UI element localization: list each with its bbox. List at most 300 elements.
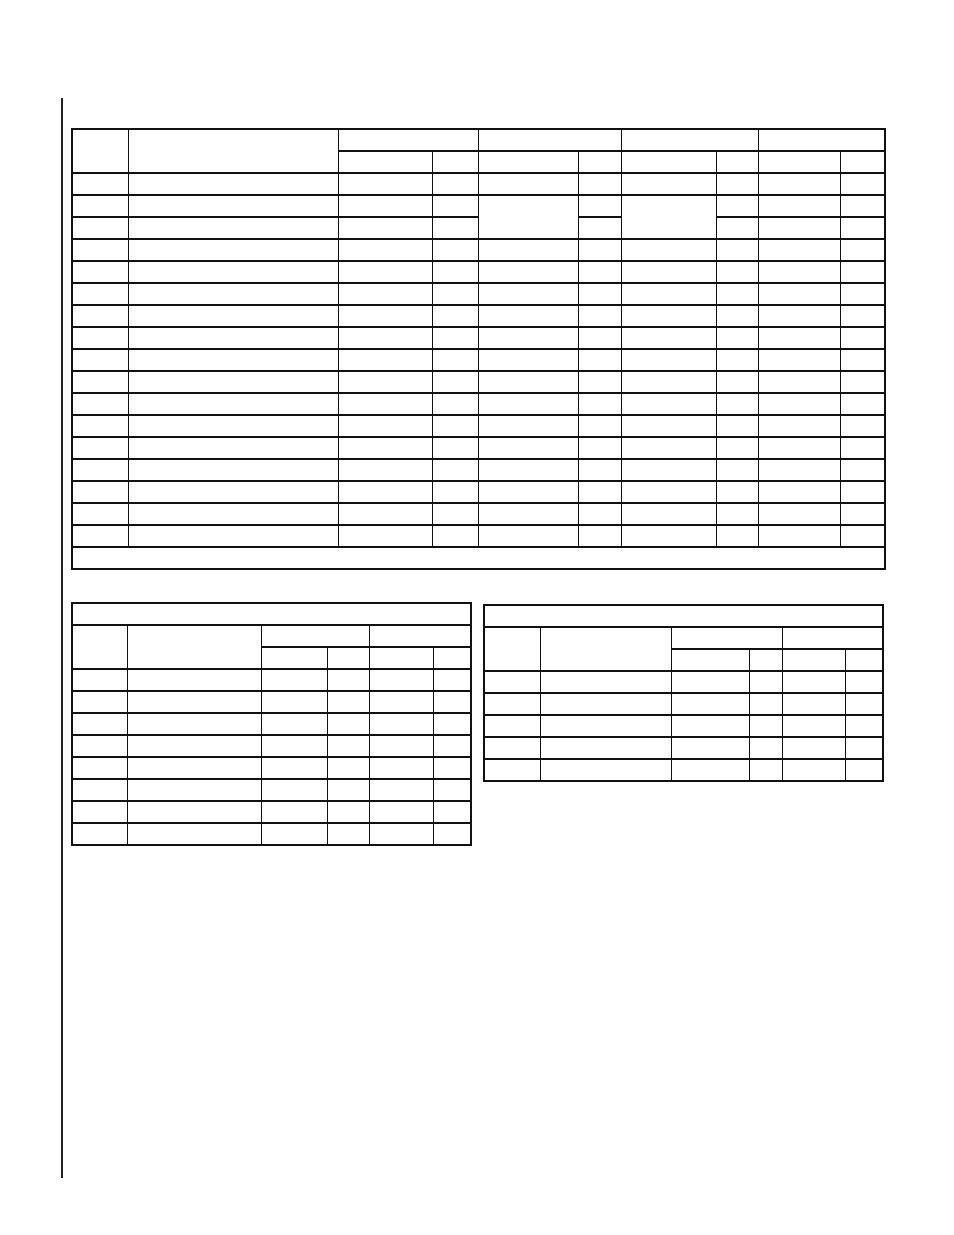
table-cell xyxy=(433,757,471,779)
right-header-row-1 xyxy=(484,627,883,649)
table-cell xyxy=(716,195,758,217)
table-cell xyxy=(261,801,327,823)
table-cell xyxy=(338,195,432,217)
table-cell xyxy=(72,481,128,503)
table-cell xyxy=(840,349,885,371)
table-cell xyxy=(432,239,478,261)
table-cell xyxy=(338,349,432,371)
table-cell xyxy=(338,481,432,503)
table-cell xyxy=(369,801,433,823)
table-cell xyxy=(621,415,716,437)
main-group-header xyxy=(338,129,478,151)
table-cell xyxy=(128,503,338,525)
table-cell xyxy=(432,283,478,305)
left-table xyxy=(71,602,472,846)
table-cell xyxy=(478,327,578,349)
table-cell xyxy=(338,327,432,349)
table-cell xyxy=(369,669,433,691)
table-cell xyxy=(749,737,782,759)
table-cell xyxy=(369,823,433,845)
table-cell xyxy=(840,283,885,305)
table-cell xyxy=(478,503,578,525)
main-footnote-row xyxy=(72,547,885,569)
table-row xyxy=(72,239,885,261)
table-cell xyxy=(621,195,716,239)
table-cell xyxy=(716,217,758,239)
main-sub-header xyxy=(758,151,840,173)
table-cell xyxy=(338,283,432,305)
table-cell xyxy=(72,305,128,327)
table-cell xyxy=(782,759,845,781)
table-cell xyxy=(72,823,127,845)
table-cell xyxy=(261,779,327,801)
left-group-header xyxy=(369,625,471,647)
table-cell xyxy=(128,305,338,327)
table-cell xyxy=(621,371,716,393)
table-cell xyxy=(840,393,885,415)
table-cell xyxy=(72,173,128,195)
main-sub-header xyxy=(840,151,885,173)
table-cell xyxy=(72,217,128,239)
main-header-col-a xyxy=(72,129,128,173)
table-cell xyxy=(578,195,621,217)
table-cell xyxy=(128,371,338,393)
table-cell xyxy=(840,525,885,547)
table-row xyxy=(72,327,885,349)
right-sub-header xyxy=(671,649,749,671)
table-cell xyxy=(72,261,128,283)
table-row xyxy=(72,349,885,371)
table-cell xyxy=(433,669,471,691)
table-cell xyxy=(327,757,369,779)
table-cell xyxy=(484,759,540,781)
main-header-row-1 xyxy=(72,129,885,151)
table-cell xyxy=(840,437,885,459)
table-cell xyxy=(72,327,128,349)
table-cell xyxy=(127,691,261,713)
table-row xyxy=(72,525,885,547)
main-sub-header xyxy=(716,151,758,173)
table-cell xyxy=(749,693,782,715)
table-cell xyxy=(478,261,578,283)
table-cell xyxy=(128,173,338,195)
table-cell xyxy=(127,735,261,757)
table-cell xyxy=(327,823,369,845)
table-cell xyxy=(782,737,845,759)
table-cell xyxy=(72,393,128,415)
table-cell xyxy=(338,525,432,547)
table-cell xyxy=(621,437,716,459)
table-cell xyxy=(72,503,128,525)
table-cell xyxy=(432,393,478,415)
table-cell xyxy=(749,671,782,693)
table-cell xyxy=(128,239,338,261)
table-row xyxy=(72,503,885,525)
right-group-header xyxy=(671,627,782,649)
table-cell xyxy=(758,239,840,261)
table-cell xyxy=(72,735,127,757)
table-row xyxy=(72,801,471,823)
table-row xyxy=(484,671,883,693)
table-cell xyxy=(840,173,885,195)
table-cell xyxy=(758,305,840,327)
table-cell xyxy=(621,349,716,371)
table-cell xyxy=(72,691,127,713)
table-cell xyxy=(540,715,671,737)
table-cell xyxy=(840,481,885,503)
table-cell xyxy=(478,415,578,437)
table-cell xyxy=(127,757,261,779)
table-cell xyxy=(758,371,840,393)
table-cell xyxy=(338,393,432,415)
table-cell xyxy=(840,195,885,217)
main-sub-header xyxy=(432,151,478,173)
table-cell xyxy=(478,525,578,547)
table-cell xyxy=(433,823,471,845)
table-cell xyxy=(327,801,369,823)
table-cell xyxy=(840,239,885,261)
table-cell xyxy=(845,759,883,781)
table-cell xyxy=(621,525,716,547)
table-row xyxy=(72,459,885,481)
table-cell xyxy=(261,735,327,757)
table-cell xyxy=(261,669,327,691)
table-cell xyxy=(484,671,540,693)
left-sub-header xyxy=(433,647,471,669)
table-cell xyxy=(840,415,885,437)
main-group-header xyxy=(478,129,621,151)
table-cell xyxy=(540,693,671,715)
table-cell xyxy=(478,459,578,481)
table-cell xyxy=(433,691,471,713)
table-cell xyxy=(369,713,433,735)
table-cell xyxy=(845,671,883,693)
table-cell xyxy=(128,481,338,503)
table-cell xyxy=(432,173,478,195)
table-cell xyxy=(758,195,840,217)
page-margin-rule xyxy=(61,98,63,1178)
table-cell xyxy=(432,415,478,437)
table-cell xyxy=(758,217,840,239)
table-row xyxy=(72,669,471,691)
left-sub-header xyxy=(327,647,369,669)
table-row xyxy=(72,735,471,757)
table-cell xyxy=(840,459,885,481)
table-cell xyxy=(716,459,758,481)
table-cell xyxy=(128,217,338,239)
table-cell xyxy=(578,305,621,327)
main-sub-header xyxy=(338,151,432,173)
table-cell xyxy=(338,415,432,437)
table-cell xyxy=(716,349,758,371)
table-row xyxy=(72,173,885,195)
main-footnote xyxy=(72,547,885,569)
table-cell xyxy=(782,715,845,737)
right-sub-header xyxy=(845,649,883,671)
left-sub-header xyxy=(369,647,433,669)
table-cell xyxy=(758,393,840,415)
table-cell xyxy=(716,503,758,525)
table-row xyxy=(72,393,885,415)
table-cell xyxy=(845,737,883,759)
table-cell xyxy=(716,371,758,393)
table-cell xyxy=(578,173,621,195)
table-cell xyxy=(338,239,432,261)
table-cell xyxy=(671,671,749,693)
table-cell xyxy=(127,713,261,735)
table-row xyxy=(72,481,885,503)
main-header-col-b xyxy=(128,129,338,173)
table-cell xyxy=(621,503,716,525)
left-group-header xyxy=(261,625,369,647)
table-cell xyxy=(327,735,369,757)
right-table xyxy=(483,604,884,782)
table-cell xyxy=(716,239,758,261)
table-cell xyxy=(72,349,128,371)
table-cell xyxy=(621,305,716,327)
table-cell xyxy=(782,671,845,693)
table-cell xyxy=(758,481,840,503)
table-cell xyxy=(578,459,621,481)
table-cell xyxy=(127,801,261,823)
table-row xyxy=(72,757,471,779)
table-cell xyxy=(578,393,621,415)
table-cell xyxy=(484,715,540,737)
table-cell xyxy=(432,305,478,327)
table-cell xyxy=(72,437,128,459)
table-cell xyxy=(128,195,338,217)
right-sub-header xyxy=(749,649,782,671)
table-cell xyxy=(478,195,578,239)
table-cell xyxy=(578,415,621,437)
table-cell xyxy=(432,349,478,371)
table-cell xyxy=(369,757,433,779)
table-cell xyxy=(432,459,478,481)
table-cell xyxy=(484,737,540,759)
table-row xyxy=(72,371,885,393)
table-row xyxy=(72,437,885,459)
table-cell xyxy=(758,349,840,371)
table-cell xyxy=(369,779,433,801)
table-cell xyxy=(127,823,261,845)
table-cell xyxy=(72,371,128,393)
right-title-row xyxy=(484,605,883,627)
table-cell xyxy=(127,779,261,801)
table-cell xyxy=(433,713,471,735)
table-cell xyxy=(128,393,338,415)
table-cell xyxy=(338,459,432,481)
table-cell xyxy=(72,801,127,823)
table-cell xyxy=(716,393,758,415)
table-cell xyxy=(338,371,432,393)
table-cell xyxy=(72,239,128,261)
table-cell xyxy=(671,693,749,715)
table-row xyxy=(72,713,471,735)
table-cell xyxy=(840,371,885,393)
table-cell xyxy=(845,715,883,737)
table-cell xyxy=(432,217,478,239)
table-cell xyxy=(72,779,127,801)
table-row xyxy=(72,823,471,845)
table-cell xyxy=(840,305,885,327)
table-cell xyxy=(716,525,758,547)
table-row xyxy=(72,779,471,801)
table-cell xyxy=(782,693,845,715)
table-cell xyxy=(758,173,840,195)
table-cell xyxy=(758,437,840,459)
table-row xyxy=(72,691,471,713)
right-table-title xyxy=(484,605,883,627)
table-row xyxy=(72,283,885,305)
left-header-col-b xyxy=(127,625,261,669)
table-cell xyxy=(671,759,749,781)
table-cell xyxy=(484,693,540,715)
table-cell xyxy=(716,481,758,503)
table-cell xyxy=(338,503,432,525)
table-cell xyxy=(261,691,327,713)
table-cell xyxy=(578,525,621,547)
table-cell xyxy=(327,713,369,735)
table-cell xyxy=(478,173,578,195)
left-header-row-1 xyxy=(72,625,471,647)
table-cell xyxy=(478,283,578,305)
table-cell xyxy=(578,503,621,525)
table-cell xyxy=(72,459,128,481)
table-cell xyxy=(478,393,578,415)
table-cell xyxy=(72,713,127,735)
main-group-header xyxy=(758,129,885,151)
table-row xyxy=(484,715,883,737)
table-cell xyxy=(716,283,758,305)
table-cell xyxy=(578,371,621,393)
table-cell xyxy=(261,757,327,779)
table-row xyxy=(72,195,885,217)
table-cell xyxy=(578,349,621,371)
right-header-col-a xyxy=(484,627,540,671)
table-cell xyxy=(478,437,578,459)
table-cell xyxy=(128,415,338,437)
table-cell xyxy=(621,459,716,481)
table-cell xyxy=(716,437,758,459)
table-cell xyxy=(621,239,716,261)
table-cell xyxy=(433,779,471,801)
table-cell xyxy=(478,481,578,503)
table-cell xyxy=(621,393,716,415)
table-cell xyxy=(127,669,261,691)
table-row xyxy=(72,305,885,327)
main-sub-header xyxy=(621,151,716,173)
table-cell xyxy=(72,283,128,305)
table-row xyxy=(484,737,883,759)
table-cell xyxy=(758,327,840,349)
table-cell xyxy=(621,327,716,349)
table-cell xyxy=(128,327,338,349)
table-cell xyxy=(716,305,758,327)
table-cell xyxy=(758,415,840,437)
table-cell xyxy=(128,525,338,547)
table-cell xyxy=(671,715,749,737)
table-cell xyxy=(716,261,758,283)
table-cell xyxy=(621,173,716,195)
table-cell xyxy=(540,737,671,759)
table-cell xyxy=(338,261,432,283)
table-cell xyxy=(845,693,883,715)
table-cell xyxy=(432,481,478,503)
table-cell xyxy=(327,779,369,801)
table-cell xyxy=(338,173,432,195)
table-cell xyxy=(128,261,338,283)
table-cell xyxy=(478,305,578,327)
table-cell xyxy=(840,503,885,525)
table-cell xyxy=(433,801,471,823)
table-cell xyxy=(478,349,578,371)
table-cell xyxy=(578,261,621,283)
table-cell xyxy=(261,713,327,735)
main-group-header xyxy=(621,129,758,151)
table-cell xyxy=(261,823,327,845)
table-cell xyxy=(338,305,432,327)
table-cell xyxy=(621,261,716,283)
table-cell xyxy=(432,261,478,283)
table-cell xyxy=(327,669,369,691)
main-sub-header xyxy=(478,151,578,173)
table-cell xyxy=(327,691,369,713)
table-cell xyxy=(758,503,840,525)
table-cell xyxy=(72,195,128,217)
main-table xyxy=(71,128,886,570)
table-cell xyxy=(432,327,478,349)
table-cell xyxy=(478,371,578,393)
table-cell xyxy=(578,239,621,261)
table-cell xyxy=(749,715,782,737)
table-cell xyxy=(478,239,578,261)
table-cell xyxy=(840,217,885,239)
table-cell xyxy=(621,481,716,503)
table-cell xyxy=(128,459,338,481)
table-cell xyxy=(758,283,840,305)
right-group-header xyxy=(782,627,883,649)
right-header-col-b xyxy=(540,627,671,671)
table-cell xyxy=(716,415,758,437)
table-cell xyxy=(840,261,885,283)
table-cell xyxy=(758,261,840,283)
table-cell xyxy=(432,371,478,393)
table-cell xyxy=(72,525,128,547)
table-cell xyxy=(540,759,671,781)
right-sub-header xyxy=(782,649,845,671)
table-row xyxy=(72,415,885,437)
table-cell xyxy=(338,437,432,459)
table-cell xyxy=(432,503,478,525)
table-cell xyxy=(578,217,621,239)
table-cell xyxy=(128,437,338,459)
table-cell xyxy=(128,349,338,371)
table-cell xyxy=(716,173,758,195)
table-cell xyxy=(72,415,128,437)
table-cell xyxy=(72,757,127,779)
table-cell xyxy=(578,437,621,459)
table-row xyxy=(484,759,883,781)
table-cell xyxy=(840,327,885,349)
table-cell xyxy=(671,737,749,759)
table-cell xyxy=(578,481,621,503)
table-cell xyxy=(578,327,621,349)
table-cell xyxy=(432,195,478,217)
table-cell xyxy=(758,459,840,481)
table-cell xyxy=(758,525,840,547)
left-table-title xyxy=(72,603,471,625)
table-cell xyxy=(749,759,782,781)
